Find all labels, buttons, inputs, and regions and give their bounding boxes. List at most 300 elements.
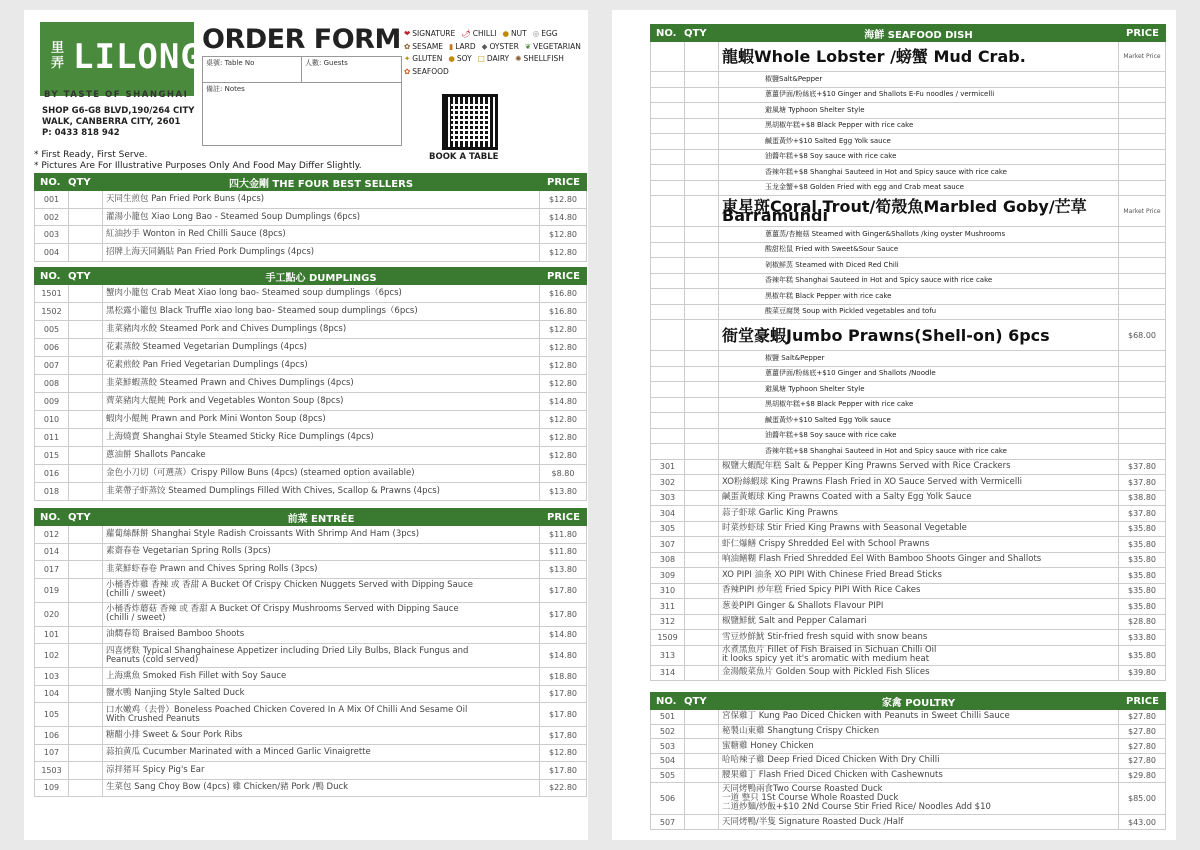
item-price: $12.80 (539, 745, 586, 762)
item-price (1118, 150, 1165, 165)
item-name: 鹹蛋黃炒+$10 Salted Egg Yolk sauce (765, 136, 891, 145)
menu-row[interactable] (34, 226, 587, 244)
item-price: $27.80 (1118, 710, 1165, 724)
menu-row[interactable] (34, 303, 587, 321)
menu-row[interactable] (34, 393, 587, 411)
item-name: 天同烤鴨/半隻 Signature Roasted Duck /Half (722, 816, 904, 827)
item-name: 蝦肉小餛飩 Prawn and Pork Mini Wonton Soup (8pcs) (106, 414, 326, 424)
item-price (1118, 289, 1165, 304)
item-price: $35.80 (1118, 522, 1165, 537)
qr-code-icon[interactable] (442, 94, 498, 150)
menu-row[interactable] (650, 783, 1166, 815)
menu-row[interactable] (34, 209, 587, 227)
item-name: 花素煎餃 Pan Fried Vegetarian Dumplings (4pcs) (106, 360, 308, 370)
menu-row[interactable] (650, 227, 1166, 243)
legend-item (404, 66, 449, 79)
qty-cell[interactable] (69, 321, 103, 338)
menu-row[interactable] (650, 181, 1166, 197)
qty-cell[interactable] (685, 119, 719, 134)
menu-row[interactable] (650, 289, 1166, 305)
qty-cell[interactable] (69, 411, 103, 428)
menu-row[interactable] (650, 491, 1166, 507)
item-price: $27.80 (1118, 739, 1165, 753)
item-name: 鹽水鴨 Nanjing Style Salted Duck (106, 688, 245, 699)
qty-cell[interactable] (685, 150, 719, 165)
item-price: $12.80 (539, 321, 586, 338)
qty-cell[interactable] (69, 727, 103, 744)
qty-cell[interactable] (685, 289, 719, 304)
menu-row[interactable] (650, 367, 1166, 383)
legend-label: SHELLFISH (523, 54, 564, 63)
header-t: 前菜 ENTRÉE (287, 513, 355, 525)
qty-cell[interactable] (685, 429, 719, 444)
qty-cell[interactable] (69, 561, 103, 578)
menu-row[interactable] (650, 584, 1166, 600)
legend-item (525, 41, 581, 54)
legend-item (449, 41, 476, 54)
menu-row[interactable] (650, 739, 1166, 754)
item-name: 黑松露小籠包 Black Truffle xiao long bao- Steamed soup dumplings（6pcs) (106, 306, 418, 316)
qty-cell[interactable] (69, 191, 103, 208)
notice-line: * First Ready, First Serve. (34, 150, 148, 160)
qty-cell[interactable] (685, 815, 719, 829)
item-name: 剁椒鮮蒸 Steamed with Diced Red Chili (765, 260, 899, 269)
item-number: 307 (651, 537, 685, 552)
qty-cell[interactable] (69, 226, 103, 243)
menu-row[interactable] (34, 644, 587, 668)
item-name: 椒鹽鮮魷 Salt and Pepper Calamari (722, 616, 867, 627)
qty-cell[interactable] (685, 630, 719, 645)
qty-cell[interactable] (685, 367, 719, 382)
item-number: 311 (651, 599, 685, 614)
qty-cell[interactable] (685, 553, 719, 568)
qty-cell[interactable] (685, 413, 719, 428)
section-header (34, 267, 587, 285)
menu-row[interactable] (650, 134, 1166, 150)
menu-row[interactable] (650, 398, 1166, 414)
menu-row[interactable] (650, 506, 1166, 522)
item-name: 天同烤鴨兩食Two Course Roasted Duck 一道 整只 1St Course Whole Roasted Duck 二道炒麵/炒飯+$10 2Nd Course Stir Fried Rice/ Noodles Add $10 (722, 784, 991, 813)
qty-cell[interactable] (685, 88, 719, 103)
header-no: NO. (40, 176, 61, 188)
item-price (1118, 165, 1165, 180)
item-number (651, 150, 685, 165)
section-dumplings (34, 267, 587, 501)
menu-row[interactable] (650, 537, 1166, 553)
qty-cell[interactable] (69, 579, 103, 602)
menu-row[interactable] (650, 351, 1166, 367)
qty-cell[interactable] (685, 460, 719, 475)
menu-row[interactable] (650, 119, 1166, 135)
item-number: 103 (35, 668, 69, 685)
item-number: 003 (35, 226, 69, 243)
item-name: 时菜炒虾球 Stir Fried King Prawns with Seasonal Vegetable (722, 523, 967, 534)
item-price: $35.80 (1118, 553, 1165, 568)
guests-field[interactable]: 人數: Guests (302, 57, 401, 83)
item-price: $12.80 (539, 411, 586, 428)
menu-row[interactable] (34, 703, 587, 727)
item-price: $12.80 (539, 339, 586, 356)
menu-row[interactable] (650, 666, 1166, 682)
item-price: $27.80 (1118, 725, 1165, 739)
menu-row[interactable] (650, 568, 1166, 584)
qty-cell[interactable] (685, 475, 719, 490)
qty-cell[interactable] (69, 780, 103, 797)
menu-row[interactable] (34, 544, 587, 562)
menu-row[interactable] (34, 762, 587, 780)
menu-row[interactable] (34, 603, 587, 627)
item-name: 椒鹽大蝦配年糕 Salt & Pepper King Prawns Served with Rice Crackers (722, 461, 1011, 472)
legend-item (448, 53, 471, 66)
item-number (651, 305, 685, 320)
item-price: $13.80 (539, 483, 586, 500)
item-number: 107 (35, 745, 69, 762)
item-name: 素齋春卷 Vegetarian Spring Rolls (3pcs) (106, 546, 271, 557)
item-price: $39.80 (1118, 666, 1165, 681)
item-number: 1501 (35, 285, 69, 302)
qty-cell[interactable] (685, 754, 719, 768)
qty-cell[interactable] (69, 357, 103, 374)
qty-cell[interactable] (685, 134, 719, 149)
qty-cell[interactable] (69, 603, 103, 626)
menu-row[interactable] (34, 447, 587, 465)
menu-row[interactable] (34, 375, 587, 393)
qty-cell[interactable] (685, 274, 719, 289)
legend-icon: ● (502, 29, 510, 38)
qty-cell[interactable] (685, 243, 719, 258)
menu-row[interactable] (34, 357, 587, 375)
qty-cell[interactable] (685, 725, 719, 739)
item-name: 黑椒年糕 Black Pepper with rice cake (765, 291, 892, 300)
menu-row[interactable] (650, 72, 1166, 88)
qty-cell[interactable] (685, 584, 719, 599)
section-seafood (650, 24, 1166, 681)
item-number: 007 (35, 357, 69, 374)
item-name: 紅油抄手 Wonton in Red Chilli Sauce (8pcs) (106, 229, 286, 240)
menu-row[interactable] (650, 754, 1166, 769)
qty-cell[interactable] (69, 526, 103, 543)
item-name: 玉龙金蟹+$8 Golden Fried with egg and Crab meat sauce (765, 183, 964, 192)
header-t: 海鮮 SEAFOOD DISH (864, 29, 973, 41)
qty-cell[interactable] (685, 42, 719, 71)
menu-row[interactable] (34, 627, 587, 645)
book-table-label[interactable]: BOOK A TABLE (429, 152, 499, 162)
item-name: 蔥薑伊面/粉絲底+$10 Ginger and Shallots /Noodle (765, 369, 936, 378)
menu-row[interactable] (34, 411, 587, 429)
qty-cell[interactable] (69, 703, 103, 726)
menu-row[interactable] (650, 243, 1166, 259)
item-number: 018 (35, 483, 69, 500)
menu-row[interactable] (34, 686, 587, 704)
menu-row[interactable] (650, 710, 1166, 725)
item-number: 006 (35, 339, 69, 356)
item-name: 香辣PIPI 炒年糕 Fried Spicy PIPI With Rice Cakes (722, 585, 921, 596)
qty-cell[interactable] (69, 668, 103, 685)
item-name: 蔥薑蒸/杏鮑菇 Steamed with Ginger&Shallots /king oyster Mushrooms (765, 229, 1006, 238)
qty-cell[interactable] (685, 769, 719, 783)
legend-item (478, 53, 509, 66)
menu-row[interactable] (650, 522, 1166, 538)
item-name: XO粉絲蝦球 King Prawns Flash Fried in XO Sauce Served with Vermicelli (722, 476, 1022, 487)
item-number (651, 88, 685, 103)
qty-cell[interactable] (69, 483, 103, 500)
item-price: $29.80 (1118, 769, 1165, 783)
menu-row[interactable] (650, 274, 1166, 290)
item-price: $17.80 (539, 579, 586, 602)
menu-row[interactable] (650, 646, 1166, 666)
item-price: $17.80 (539, 727, 586, 744)
qty-cell[interactable] (69, 209, 103, 226)
menu-row[interactable] (650, 413, 1166, 429)
allergen-legend (404, 28, 588, 78)
menu-row[interactable] (650, 460, 1166, 476)
item-price (1118, 134, 1165, 149)
menu-row[interactable] (650, 382, 1166, 398)
header-no: NO. (40, 511, 61, 523)
menu-row[interactable] (650, 444, 1166, 460)
qty-cell[interactable] (69, 339, 103, 356)
menu-row[interactable] (34, 483, 587, 501)
qty-cell[interactable] (685, 783, 719, 814)
logo-name: LILONG (73, 37, 202, 77)
qty-cell[interactable] (69, 244, 103, 261)
menu-row[interactable] (34, 285, 587, 303)
legend-icon: ◎ (532, 29, 540, 38)
item-number (651, 444, 685, 459)
item-price: $35.80 (1118, 584, 1165, 599)
item-price: $37.80 (1118, 460, 1165, 475)
legend-icon: ▮ (449, 41, 454, 51)
qty-cell[interactable] (685, 305, 719, 320)
item-name: 招牌上海天同鍋貼 Pan Fried Pork Dumplings (4pcs) (106, 246, 315, 257)
item-number: 014 (35, 544, 69, 561)
item-number: 502 (651, 725, 685, 739)
item-number (651, 72, 685, 87)
qty-cell[interactable] (685, 710, 719, 724)
legend-label: SIGNATURE (412, 29, 456, 38)
item-price: $17.80 (539, 686, 586, 703)
menu-row[interactable] (650, 165, 1166, 181)
item-number: 308 (651, 553, 685, 568)
legend-label: EGG (541, 29, 558, 38)
qty-cell[interactable] (69, 627, 103, 644)
qty-cell[interactable] (685, 599, 719, 614)
menu-row[interactable] (650, 42, 1166, 72)
qty-cell[interactable] (69, 375, 103, 392)
menu-row[interactable] (34, 465, 587, 483)
qty-cell[interactable] (685, 506, 719, 521)
item-number: 312 (651, 615, 685, 630)
item-price: $33.80 (1118, 630, 1165, 645)
menu-row[interactable] (34, 321, 587, 339)
item-price: $27.80 (1118, 754, 1165, 768)
item-name: 香辣年糕 Shanghai Sauteed in Hot and Spicy sauce with rice cake (765, 276, 993, 285)
menu-row[interactable] (650, 258, 1166, 274)
item-number: 109 (35, 780, 69, 797)
item-number: 001 (35, 191, 69, 208)
item-name: 蔥油餅 Shallots Pancake (106, 450, 206, 460)
item-number: 301 (651, 460, 685, 475)
item-name: 灌湯小籠包 Xiao Long Bao - Steamed Soup Dumplings (6pcs) (106, 211, 361, 222)
item-name: 蜜糖雞 Honey Chicken (722, 740, 814, 751)
menu-row[interactable] (650, 769, 1166, 784)
legend-label: SESAME (412, 41, 444, 51)
item-number (651, 429, 685, 444)
item-number: 309 (651, 568, 685, 583)
menu-row[interactable] (650, 320, 1166, 351)
legend-item (404, 53, 442, 66)
item-name: 酸甜松鼠 Fried with Sweet&Sour Sauce (765, 245, 899, 254)
item-price: $12.80 (539, 375, 586, 392)
menu-row[interactable] (650, 553, 1166, 569)
qty-cell[interactable] (685, 181, 719, 196)
item-price (1118, 413, 1165, 428)
qty-cell[interactable] (69, 429, 103, 446)
menu-row[interactable] (650, 305, 1166, 321)
header-no: NO. (656, 695, 677, 707)
item-price: $35.80 (1118, 646, 1165, 665)
qty-cell[interactable] (685, 382, 719, 397)
qty-cell[interactable] (685, 646, 719, 665)
item-name: 口水嫩鸡（去骨）Boneless Poached Chicken Covered In A Mix Of Chilli And Sesame Oil With Crushed Peanuts (106, 704, 468, 724)
item-number: 506 (651, 783, 685, 814)
section-header (34, 173, 587, 191)
menu-row[interactable] (34, 526, 587, 544)
qty-cell[interactable] (685, 320, 719, 350)
qty-cell[interactable] (69, 686, 103, 703)
qty-cell[interactable] (69, 465, 103, 482)
menu-row[interactable] (34, 780, 587, 798)
menu-row[interactable] (650, 429, 1166, 445)
logo-chinese: 里弄 (51, 41, 65, 71)
header-pr: PRICE (547, 176, 580, 188)
qty-cell[interactable] (685, 227, 719, 242)
qty-cell[interactable] (685, 165, 719, 180)
menu-row[interactable] (34, 668, 587, 686)
menu-row[interactable] (650, 815, 1166, 830)
item-price: Market Price (1118, 196, 1165, 226)
item-number: 015 (35, 447, 69, 464)
item-name: 蟹肉小籠包 Crab Meat Xiao long bao- Steamed soup dumplings（6pcs) (106, 288, 402, 298)
qty-cell[interactable] (69, 544, 103, 561)
qty-cell[interactable] (685, 72, 719, 87)
item-number: 016 (35, 465, 69, 482)
item-number: 017 (35, 561, 69, 578)
qty-cell[interactable] (685, 568, 719, 583)
item-number: 105 (35, 703, 69, 726)
item-name: 油燜春筍 Braised Bamboo Shoots (106, 629, 245, 640)
menu-row[interactable] (650, 630, 1166, 646)
qty-cell[interactable] (685, 196, 719, 226)
qty-cell[interactable] (685, 103, 719, 118)
item-name: 衙堂豪蝦Jumbo Prawns(Shell-on) 6pcs (722, 325, 1050, 345)
menu-row[interactable] (34, 429, 587, 447)
menu-row[interactable] (34, 579, 587, 603)
header-t: 手工點心 DUMPLINGS (265, 272, 377, 284)
menu-row[interactable] (650, 725, 1166, 740)
item-number (651, 289, 685, 304)
menu-row[interactable] (650, 599, 1166, 615)
item-name: 宮保雞丁 Kung Pao Diced Chicken with Peanuts in Sweet Chilli Sauce (722, 711, 1010, 722)
qty-cell[interactable] (685, 398, 719, 413)
item-name: 黑胡椒年糕+$8 Black Pepper with rice cake (765, 121, 914, 130)
menu-row[interactable] (34, 244, 587, 262)
qty-cell[interactable] (69, 745, 103, 762)
item-number: 011 (35, 429, 69, 446)
notes-field[interactable]: 備註: Notes (206, 85, 245, 93)
legend-label: GLUTEN (412, 54, 443, 63)
menu-row[interactable] (650, 150, 1166, 166)
item-number: 101 (35, 627, 69, 644)
header-qty: QTY (68, 511, 91, 523)
item-number: 313 (651, 646, 685, 665)
section-four-best-sellers (34, 173, 587, 262)
qty-cell[interactable] (685, 522, 719, 537)
item-number: 505 (651, 769, 685, 783)
menu-row[interactable] (34, 727, 587, 745)
table-no-field[interactable]: 桌號: Table No (203, 57, 302, 83)
qty-cell[interactable] (685, 666, 719, 681)
qty-cell[interactable] (685, 491, 719, 506)
item-price: $12.80 (539, 429, 586, 446)
item-price: $12.80 (539, 447, 586, 464)
item-name: 鹹蛋黃蝦球 King Prawns Coated with a Salty Egg Yolk Sauce (722, 492, 972, 503)
item-name: 秘製山東雞 Shangtung Crispy Chicken (722, 726, 880, 737)
legend-icon: □ (477, 54, 485, 63)
menu-row[interactable] (34, 561, 587, 579)
section-header (650, 24, 1166, 42)
legend-item (533, 28, 558, 41)
qty-cell[interactable] (685, 444, 719, 459)
qty-cell[interactable] (685, 351, 719, 366)
header-qty: QTY (68, 270, 91, 282)
section-entree (34, 508, 587, 797)
item-name: 椒鹽 Salt&Pepper (765, 353, 825, 362)
legend-icon: ◆ (481, 41, 488, 51)
menu-row[interactable] (34, 745, 587, 763)
item-number: 504 (651, 754, 685, 768)
menu-row[interactable] (650, 103, 1166, 119)
qty-cell[interactable] (685, 739, 719, 753)
qty-cell[interactable] (685, 537, 719, 552)
qty-cell[interactable] (685, 258, 719, 273)
item-price: $37.80 (1118, 506, 1165, 521)
header-qty: QTY (684, 27, 707, 39)
qty-cell[interactable] (69, 762, 103, 779)
item-number: 1503 (35, 762, 69, 779)
qty-cell[interactable] (69, 285, 103, 302)
qty-cell[interactable] (69, 303, 103, 320)
menu-row[interactable] (650, 196, 1166, 227)
item-name: 酸菜豆腐煲 Soup with Pickled vegetables and tofu (765, 307, 937, 316)
menu-row[interactable] (34, 191, 587, 209)
qty-cell[interactable] (685, 615, 719, 630)
item-name: 油醬年糕+$8 Soy sauce with rice cake (765, 431, 897, 440)
item-price (1118, 305, 1165, 320)
menu-row[interactable] (650, 88, 1166, 104)
menu-row[interactable] (650, 475, 1166, 491)
qty-cell[interactable] (69, 393, 103, 410)
menu-row[interactable] (650, 615, 1166, 631)
menu-page-right (612, 10, 1176, 840)
header-pr: PRICE (1126, 27, 1159, 39)
menu-row[interactable] (34, 339, 587, 357)
qty-cell[interactable] (69, 447, 103, 464)
item-number: 004 (35, 244, 69, 261)
order-info-boxes (202, 56, 402, 146)
qty-cell[interactable] (69, 644, 103, 667)
item-name: 小桶香炸蘑菇 香辣 或 香甜 A Bucket Of Crispy Mushrooms Served with Dipping Sauce (chilli / sweet) (106, 604, 459, 623)
